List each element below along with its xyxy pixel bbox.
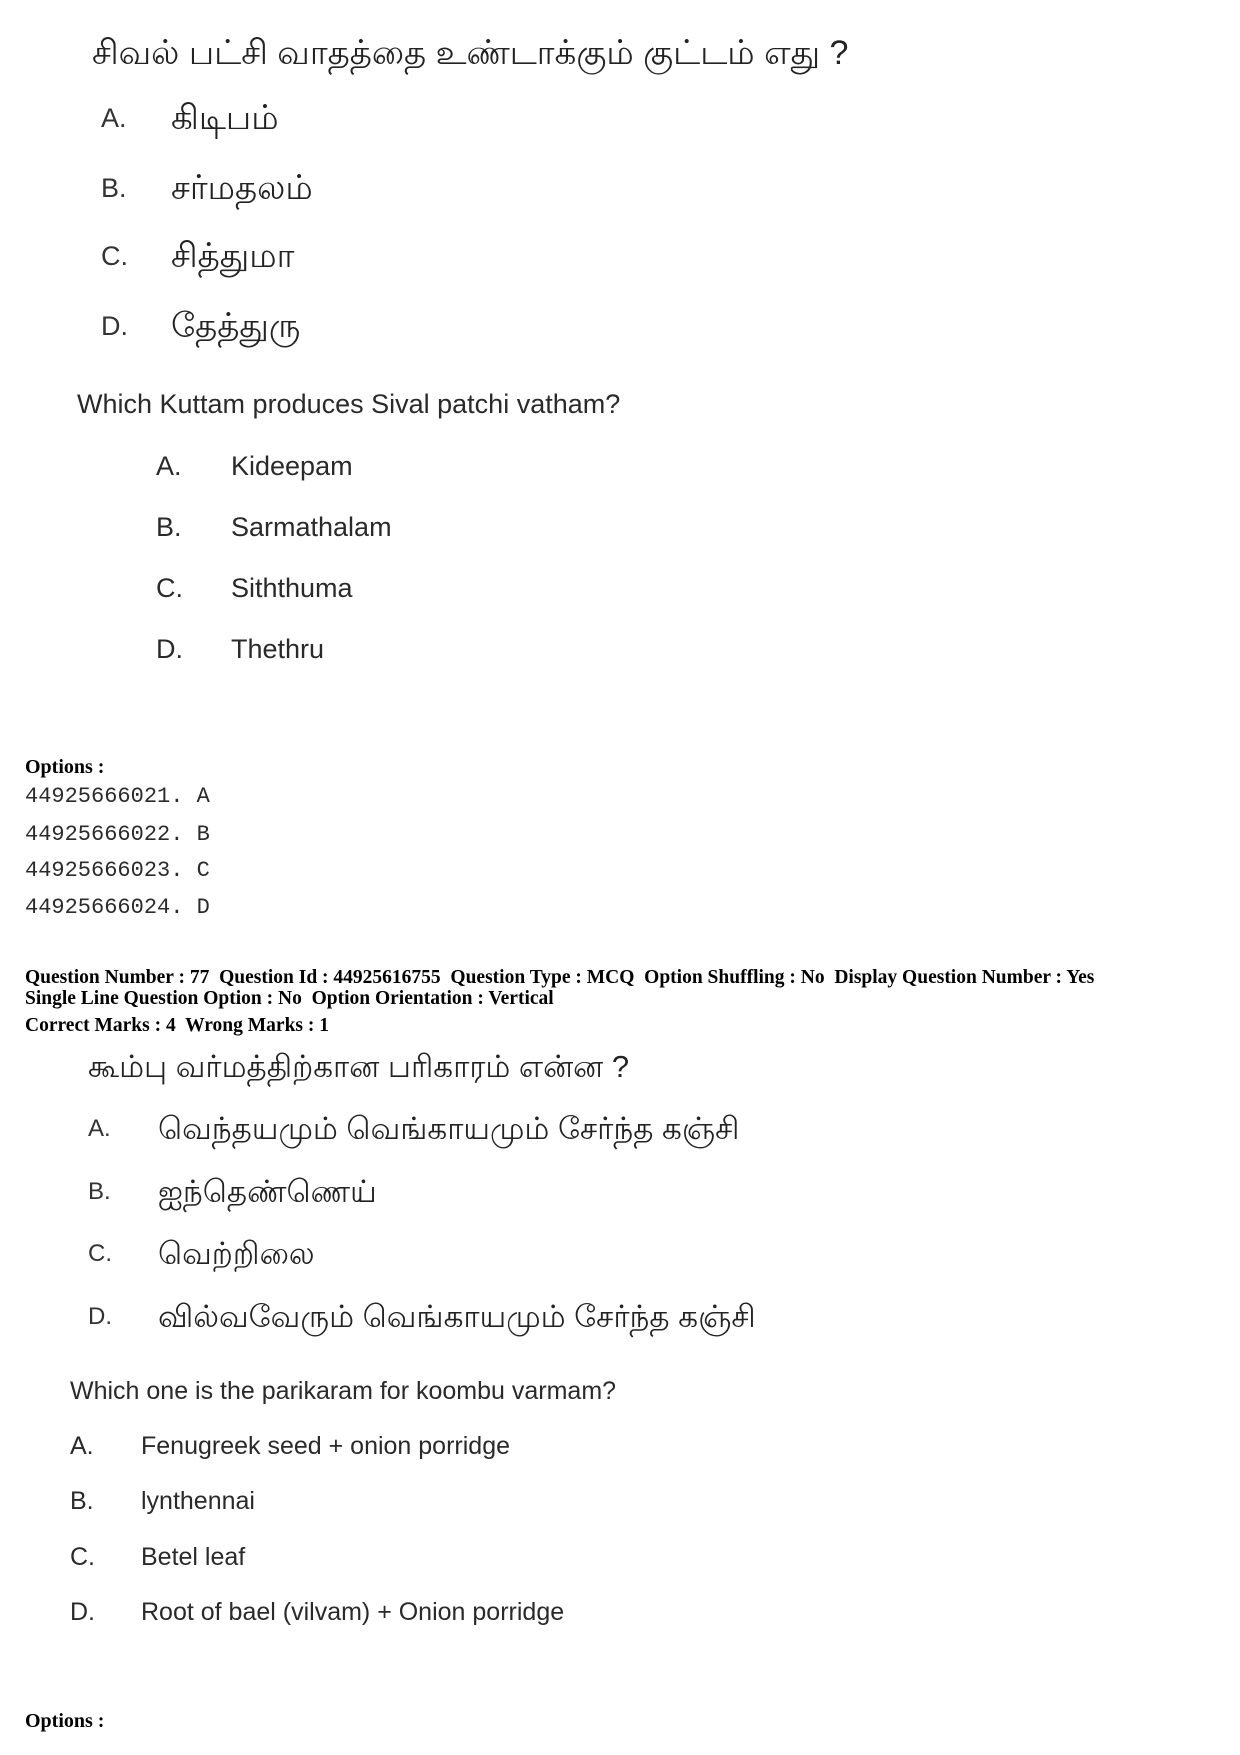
question-2-tamil-text: கூம்பு வர்மத்திற்கான பரிகாரம் என்ன ? — [88, 1049, 630, 1084]
option-text: வில்வவேரும் வெங்காயமும் சேர்ந்த கஞ்சி — [158, 1299, 756, 1334]
option-text: lynthennai — [141, 1487, 255, 1515]
option-id-c: 44925666023. C — [25, 858, 210, 883]
option-text: Betel leaf — [141, 1543, 246, 1571]
question-2-english-option-b — [70, 1486, 255, 1516]
question-2-tamil-option-c — [88, 1236, 315, 1272]
question-1-english-option-b — [156, 511, 392, 543]
option-label: B. — [101, 173, 127, 203]
option-label: C. — [70, 1543, 95, 1571]
option-label: D. — [156, 634, 183, 664]
option-label: B. — [88, 1178, 111, 1205]
option-id-a: 44925666021. A — [25, 784, 210, 809]
options-heading: Options : — [25, 756, 105, 778]
option-text: Sarmathalam — [231, 512, 392, 542]
question-meta-line-2: Single Line Question Option : No Option Orientation : Vertical — [25, 988, 554, 1009]
question-1-tamil-option-b — [101, 168, 313, 208]
question-1-english-option-c — [156, 572, 353, 604]
option-text: Fenugreek seed + onion porridge — [141, 1432, 511, 1460]
option-text: Kideepam — [231, 451, 353, 481]
options-heading-2: Options : — [25, 1710, 105, 1732]
option-label: B. — [156, 512, 182, 542]
option-text: தேத்துரு — [171, 307, 301, 345]
question-2-tamil-option-a — [88, 1111, 739, 1147]
question-2-english-option-d — [70, 1597, 564, 1627]
option-text: சித்துமா — [171, 237, 295, 275]
option-label: B. — [70, 1487, 94, 1515]
option-label: A. — [70, 1432, 94, 1460]
option-label: A. — [88, 1115, 111, 1142]
option-id-b: 44925666022. B — [25, 822, 210, 847]
question-1-english-option-d — [156, 633, 324, 665]
question-1-english-option-a — [156, 450, 353, 482]
question-2-english-option-a — [70, 1431, 510, 1461]
option-text: Root of bael (vilvam) + Onion porridge — [141, 1598, 565, 1626]
option-label: A. — [101, 103, 127, 133]
option-label: D. — [101, 311, 128, 341]
option-text: வெற்றிலை — [158, 1236, 315, 1271]
question-1-tamil-option-d — [101, 306, 300, 346]
question-1-tamil-text: சிவல் பட்சி வாதத்தை உண்டாக்கும் குட்டம் எது ? — [92, 34, 849, 72]
option-text: ஐந்தெண்ணெய் — [158, 1174, 377, 1209]
question-2-tamil-option-d — [88, 1299, 756, 1335]
question-meta-marks: Correct Marks : 4 Wrong Marks : 1 — [25, 1015, 330, 1036]
option-label: D. — [70, 1598, 95, 1626]
option-text: Siththuma — [231, 573, 353, 603]
question-2-english-text: Which one is the parikaram for koombu varmam? — [70, 1377, 617, 1405]
option-text: வெந்தயமும் வெங்காயமும் சேர்ந்த கஞ்சி — [158, 1111, 740, 1146]
option-label: C. — [101, 241, 128, 271]
option-id-d: 44925666024. D — [25, 895, 210, 920]
question-1-english-text: Which Kuttam produces Sival patchi vatham? — [77, 389, 621, 419]
question-meta-line-1: Question Number : 77 Question Id : 44925616755 Question Type : MCQ Option Shuffling : No Display Question Number : Yes — [25, 967, 1095, 988]
question-1-tamil-option-a — [101, 98, 279, 138]
question-1-tamil-option-c — [101, 236, 294, 276]
question-2-english-option-c — [70, 1542, 245, 1572]
question-2-tamil-option-b — [88, 1174, 377, 1210]
option-text: Thethru — [231, 634, 325, 664]
option-label: A. — [156, 451, 182, 481]
option-label: C. — [88, 1240, 112, 1267]
option-label: D. — [88, 1303, 112, 1330]
option-text: சர்மதலம் — [171, 169, 313, 207]
option-text: கிடிபம் — [171, 99, 279, 137]
option-label: C. — [156, 573, 183, 603]
